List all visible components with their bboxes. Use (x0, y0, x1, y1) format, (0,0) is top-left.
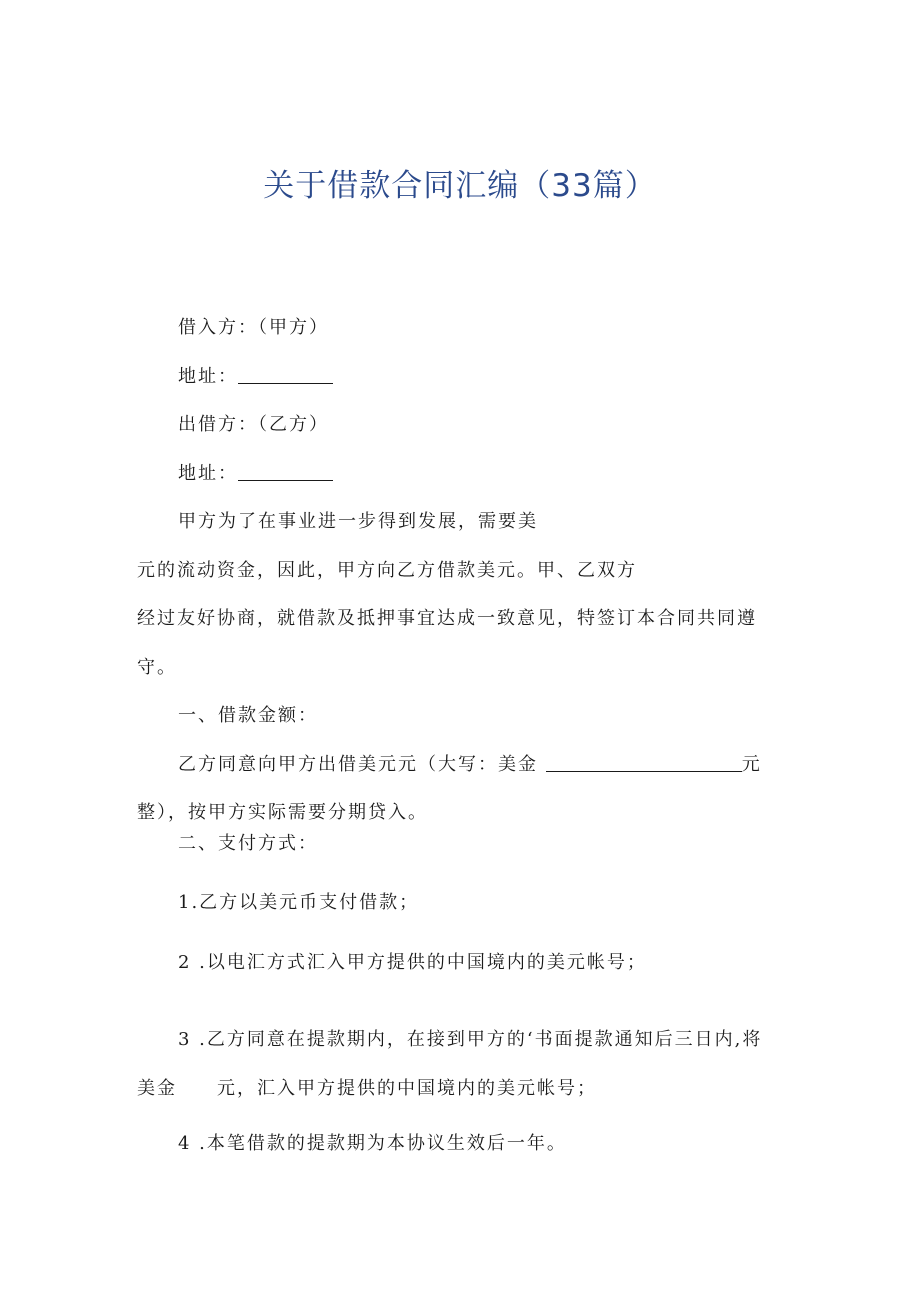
lender-label: 出借方：（乙方） (178, 414, 329, 435)
section1-text-a: 乙方同意向甲方出借美元元（大写：美金 (178, 754, 538, 775)
address-line-2 (178, 462, 333, 486)
address-line-1 (178, 365, 333, 389)
payment-item-1: 1.乙方以美元币支付借款； (178, 892, 420, 913)
section2-heading: 二、支付方式： (178, 833, 318, 854)
preamble-line-4: 守。 (137, 657, 177, 678)
payment-item-3: 3 .乙方同意在提款期内，在接到甲方的‘书面提款通知后三日内,将 (178, 1029, 763, 1050)
payment-item-2: 2 .以电汇方式汇入甲方提供的中国境内的美元帐号； (178, 952, 647, 973)
item3-currency: 美金 (137, 1078, 177, 1099)
item3-rest: 元，汇入甲方提供的中国境内的美元帐号； (217, 1078, 597, 1099)
preamble-line-3: 经过友好协商，就借款及抵押事宜达成一致意见，特签订本合同共同遵 (137, 608, 757, 629)
borrower-label: 借入方：（甲方） (178, 317, 329, 338)
section1-heading: 一、借款金额： (178, 705, 318, 726)
preamble-line-2: 元的流动资金，因此，甲方向乙方借款美元。甲、乙双方 (137, 560, 637, 581)
address-blank (238, 462, 333, 481)
address-label: 地址： (178, 366, 238, 387)
preamble-line-1: 甲方为了在事业进一步得到发展，需要美 (178, 511, 538, 532)
address-label: 地址： (178, 463, 238, 484)
amount-blank (546, 753, 742, 772)
document-title: 关于借款合同汇编（33篇） (263, 168, 657, 204)
payment-item-4: 4 .本笔借款的提款期为本协议生效后一年。 (178, 1133, 567, 1154)
address-blank (238, 365, 333, 384)
section1-text-c: 整），按甲方实际需要分期贷入。 (137, 802, 428, 823)
section1-text-b: 元 (741, 754, 762, 775)
section1-text (178, 753, 762, 777)
payment-item-3-cont (137, 1077, 597, 1101)
